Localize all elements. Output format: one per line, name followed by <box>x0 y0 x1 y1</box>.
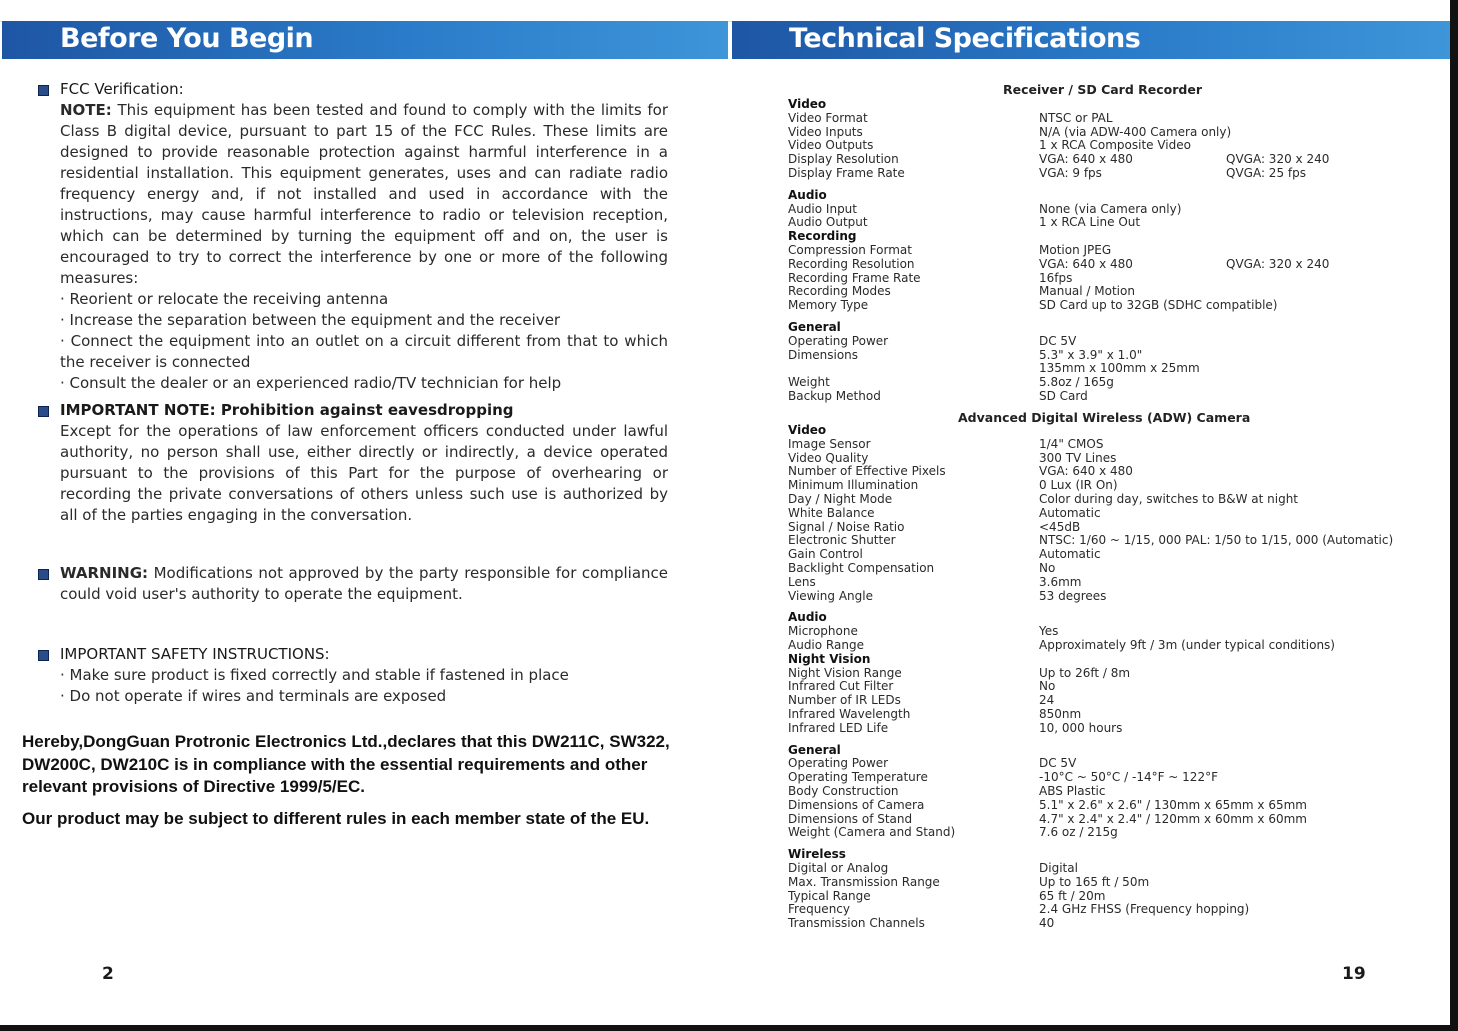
eavesdrop-section <box>38 400 668 526</box>
spec-label: Number of Effective Pixels <box>788 464 946 479</box>
spec-value: DC 5V <box>1039 756 1077 771</box>
left-page-number: 2 <box>102 964 114 984</box>
spec-category <box>788 744 1408 758</box>
spec-value: 40 <box>1039 916 1055 931</box>
spec-value: 24 <box>1039 693 1055 708</box>
fcc-heading: FCC Verification: <box>38 79 668 100</box>
spec-label: Infrared Wavelength <box>788 706 911 721</box>
spec-row <box>788 153 1408 167</box>
spec-value: 1 x RCA Line Out <box>1039 215 1141 230</box>
spec-label: Transmission Channels <box>788 916 925 931</box>
spec-value: Automatic <box>1039 547 1101 562</box>
spec-row <box>788 694 1408 708</box>
spec-category <box>788 98 1408 112</box>
spec-value: 2.4 GHz FHSS (Frequency hopping) <box>1039 902 1250 917</box>
eu-declaration: Hereby,DongGuan Protronic Electronics Ltd.,declares that this DW211C, SW322, DW200C, DW210C is in compliance with the essential requirements and other relevant provisions of Directive 1999/5/EC. <box>22 732 670 796</box>
spec-row <box>788 757 1408 771</box>
fcc-section <box>38 79 668 394</box>
spec-label: Video Quality <box>788 450 869 465</box>
spec-value: Up to 26ft / 8m <box>1039 665 1131 680</box>
spec-label: Audio <box>788 610 827 625</box>
spec-label: Recording Resolution <box>788 256 915 271</box>
spec-row <box>788 562 1408 576</box>
spec-value: 5.3" x 3.9" x 1.0" <box>1039 347 1143 362</box>
safety-item: · Make sure product is fixed correctly and stable if fastened in place <box>60 666 569 684</box>
spec-row <box>788 625 1408 639</box>
right-header-bar <box>732 21 1450 59</box>
spec-row <box>788 862 1408 876</box>
receiver-heading: Receiver / SD Card Recorder <box>1003 82 1202 97</box>
spec-row <box>788 521 1408 535</box>
spec-value: 1/4" CMOS <box>1039 436 1104 451</box>
spec-label: Video Inputs <box>788 124 863 139</box>
spec-category <box>788 189 1408 203</box>
spec-row <box>788 813 1408 827</box>
spec-row <box>788 285 1408 299</box>
spec-label: Weight <box>788 375 830 390</box>
spec-label: Number of IR LEDs <box>788 693 901 708</box>
spec-value: 5.1" x 2.6" x 2.6" / 130mm x 65mm x 65mm <box>1039 797 1307 812</box>
spec-value: Approximately 9ft / 3m (under typical conditions) <box>1039 637 1335 652</box>
spec-label: Viewing Angle <box>788 588 873 603</box>
spec-label: Day / Night Mode <box>788 491 893 506</box>
spec-label: Dimensions <box>788 347 859 362</box>
spec-value: 4.7" x 2.4" x 2.4" / 120mm x 60mm x 60mm <box>1039 811 1307 826</box>
spec-value: VGA: 9 fps <box>1039 165 1102 180</box>
spec-row <box>788 272 1408 286</box>
spec-category <box>788 424 1408 438</box>
right-page-number: 19 <box>1342 964 1366 984</box>
spec-label: Audio Range <box>788 637 864 652</box>
note-label: NOTE: <box>60 101 112 119</box>
spec-label: Recording Modes <box>788 284 891 299</box>
spec-label: Operating Temperature <box>788 770 928 785</box>
spec-row <box>788 258 1408 272</box>
spec-label: Wireless <box>788 847 846 862</box>
spec-label: Typical Range <box>788 888 871 903</box>
receiver-spec-table <box>788 98 1408 404</box>
spec-value-alt: QVGA: 25 fps <box>1226 165 1306 180</box>
spec-label: General <box>788 319 841 334</box>
spec-value: No <box>1039 679 1056 694</box>
spec-row <box>788 799 1408 813</box>
spec-label: Video Format <box>788 110 868 125</box>
spec-label: Body Construction <box>788 783 899 798</box>
spec-label: Frequency <box>788 902 850 917</box>
spec-value: 53 degrees <box>1039 588 1107 603</box>
page-right-border <box>1450 0 1458 1031</box>
spec-row <box>788 639 1408 653</box>
page-bottom-border <box>0 1025 1458 1031</box>
spec-label: Lens <box>788 574 816 589</box>
spec-row <box>788 376 1408 390</box>
spec-row <box>788 216 1408 230</box>
spec-label: White Balance <box>788 505 875 520</box>
spec-label: Dimensions of Camera <box>788 797 925 812</box>
spec-category <box>788 848 1408 862</box>
row-gap <box>788 313 1408 321</box>
spec-label: Memory Type <box>788 298 869 313</box>
spec-label: Display Resolution <box>788 152 899 167</box>
square-bullet-icon <box>38 85 49 96</box>
spec-label: Infrared LED Life <box>788 720 889 735</box>
spec-label: Signal / Noise Ratio <box>788 519 905 534</box>
spec-row <box>788 438 1408 452</box>
spec-value-alt: QVGA: 320 x 240 <box>1226 256 1330 271</box>
spec-value: VGA: 640 x 480 <box>1039 256 1133 271</box>
spec-label: Recording <box>788 229 857 244</box>
spec-category <box>788 230 1408 244</box>
spec-value: ABS Plastic <box>1039 783 1106 798</box>
spec-row <box>788 349 1408 363</box>
square-bullet-icon <box>38 406 49 417</box>
spec-label: Video Outputs <box>788 138 874 153</box>
spec-label: Backup Method <box>788 388 881 403</box>
spec-row <box>788 126 1408 140</box>
safety-item: · Do not operate if wires and terminals are exposed <box>60 687 447 705</box>
warning-label: WARNING: <box>60 564 149 582</box>
page-top-margin <box>0 0 1458 22</box>
spec-value: Digital <box>1039 860 1078 875</box>
row-gap <box>788 840 1408 848</box>
spec-row <box>788 390 1408 404</box>
spec-value: N/A (via ADW-400 Camera only) <box>1039 124 1232 139</box>
spec-row <box>788 548 1408 562</box>
spec-label: Image Sensor <box>788 436 871 451</box>
camera-spec-table <box>788 424 1408 931</box>
eavesdrop-text: Except for the operations of law enforcement officers conducted under lawful authority, no person shall use, either directly or indirectly, a device operated pursuant to the provisions of this Part for the purpose of overhearing or recording the private conversations of others unless such use is authorized by all of the parties engaging in the conversation. <box>60 422 668 524</box>
spec-category <box>788 653 1408 667</box>
spec-value: 135mm x 100mm x 25mm <box>1039 361 1200 376</box>
spec-label: Minimum Illumination <box>788 478 919 493</box>
spec-row <box>788 903 1408 917</box>
spec-row <box>788 576 1408 590</box>
spec-row <box>788 167 1408 181</box>
spec-row <box>788 465 1408 479</box>
left-header-bar <box>2 21 728 59</box>
spec-row <box>788 722 1408 736</box>
spec-value: 16fps <box>1039 270 1073 285</box>
spec-value: 7.6 oz / 215g <box>1039 825 1118 840</box>
spec-label: General <box>788 742 841 757</box>
spec-row <box>788 493 1408 507</box>
spec-category <box>788 321 1408 335</box>
spec-label: Microphone <box>788 624 858 639</box>
spec-value: 1 x RCA Composite Video <box>1039 138 1191 153</box>
spec-row <box>788 708 1408 722</box>
square-bullet-icon <box>38 650 49 661</box>
spec-row <box>788 244 1408 258</box>
spec-label: Digital or Analog <box>788 860 889 875</box>
row-gap <box>788 603 1408 611</box>
measure-item: · Reorient or relocate the receiving antenna <box>60 290 389 308</box>
spec-row <box>788 826 1408 840</box>
square-bullet-icon <box>38 569 49 580</box>
spec-value: Motion JPEG <box>1039 242 1112 257</box>
spec-row <box>788 590 1408 604</box>
eu-rules-note: Our product may be subject to different rules in each member state of the EU. <box>22 809 650 828</box>
spec-value: 0 Lux (IR On) <box>1039 478 1118 493</box>
spec-row <box>788 667 1408 681</box>
spec-value: Automatic <box>1039 505 1101 520</box>
spec-value: 10, 000 hours <box>1039 720 1123 735</box>
right-header-title: Technical Specifications <box>789 23 1141 54</box>
spec-value: Up to 165 ft / 50m <box>1039 874 1150 889</box>
spec-label: Night Vision <box>788 651 871 666</box>
row-gap <box>788 736 1408 744</box>
safety-section <box>38 644 668 707</box>
spec-row <box>788 112 1408 126</box>
measure-item: · Consult the dealer or an experienced radio/TV technician for help <box>60 374 562 392</box>
spec-row <box>788 680 1408 694</box>
spec-label: Max. Transmission Range <box>788 874 940 889</box>
spec-value: NTSC: 1/60 ~ 1/15, 000 PAL: 1/50 to 1/15, 000 (Automatic) <box>1039 533 1394 548</box>
spec-value: -10°C ~ 50°C / -14°F ~ 122°F <box>1039 770 1218 785</box>
spec-value: 300 TV Lines <box>1039 450 1117 465</box>
spec-value: SD Card up to 32GB (SDHC compatible) <box>1039 298 1278 313</box>
spec-label: Backlight Compensation <box>788 560 935 575</box>
spec-value: DC 5V <box>1039 333 1077 348</box>
spec-label: Video <box>788 97 827 111</box>
spec-value: SD Card <box>1039 388 1088 403</box>
spec-row <box>788 452 1408 466</box>
safety-list <box>38 665 668 707</box>
spec-value: None (via Camera only) <box>1039 201 1182 216</box>
spec-row <box>788 203 1408 217</box>
spec-value: Yes <box>1039 624 1059 639</box>
fcc-note <box>38 100 668 394</box>
spec-label: Audio Input <box>788 201 857 216</box>
eavesdrop-heading: IMPORTANT NOTE: Prohibition against eavesdropping <box>38 400 668 421</box>
spec-label: Gain Control <box>788 547 863 562</box>
safety-heading: IMPORTANT SAFETY INSTRUCTIONS: <box>38 644 668 665</box>
spec-label: Dimensions of Stand <box>788 811 913 826</box>
spec-row <box>788 299 1408 313</box>
spec-value: 65 ft / 20m <box>1039 888 1106 903</box>
spec-label: Video <box>788 423 827 437</box>
spec-value: <45dB <box>1039 519 1081 534</box>
spec-label: Weight (Camera and Stand) <box>788 825 956 840</box>
spec-row <box>788 917 1408 931</box>
spec-label: Operating Power <box>788 756 889 771</box>
spec-row <box>788 507 1408 521</box>
spec-row <box>788 335 1408 349</box>
spec-row <box>788 771 1408 785</box>
measure-item: · Increase the separation between the equipment and the receiver <box>60 311 561 329</box>
spec-label: Audio <box>788 187 827 202</box>
spec-row <box>788 362 1408 376</box>
spec-row <box>788 890 1408 904</box>
spec-label: Display Frame Rate <box>788 165 905 180</box>
spec-value: Manual / Motion <box>1039 284 1135 299</box>
warning-section <box>38 563 668 605</box>
spec-label: Electronic Shutter <box>788 533 896 548</box>
warning-text: WARNING: Modifications not approved by the party responsible for compliance could void user's authority to operate the equipment. <box>38 563 668 605</box>
spec-label: Compression Format <box>788 242 912 257</box>
row-gap <box>788 181 1408 189</box>
note-text: This equipment has been tested and found to comply with the limits for Class B digital device, pursuant to part 15 of the FCC Rules. These limits are designed to provide reasonable protection against harmful interference in a residential installation. This equipment generates, uses and can radiate radio frequency energy and, if not installed and used in accordance with the instructions, may cause harmful interference to radio or television reception, which can be determined by turning the equipment off and on, the user is encouraged to try to correct the interference by one or more of the following measures: <box>60 101 668 287</box>
spec-label: Recording Frame Rate <box>788 270 921 285</box>
spec-value: VGA: 640 x 480 <box>1039 464 1133 479</box>
spec-value: 850nm <box>1039 706 1082 721</box>
camera-heading: Advanced Digital Wireless (ADW) Camera <box>958 410 1251 425</box>
spec-label: Operating Power <box>788 333 889 348</box>
spec-row <box>788 479 1408 493</box>
left-header-title: Before You Begin <box>60 23 314 54</box>
spec-value: VGA: 640 x 480 <box>1039 152 1133 167</box>
measure-item: · Connect the equipment into an outlet on a circuit different from that to which the receiver is connected <box>60 332 668 371</box>
spec-row <box>788 139 1408 153</box>
spec-value-alt: QVGA: 320 x 240 <box>1226 152 1330 167</box>
spec-category <box>788 611 1408 625</box>
spec-row <box>788 876 1408 890</box>
spec-label: Infrared Cut Filter <box>788 679 894 694</box>
spec-value: NTSC or PAL <box>1039 110 1113 125</box>
spec-value: Color during day, switches to B&W at night <box>1039 491 1299 506</box>
spec-value: 5.8oz / 165g <box>1039 375 1114 390</box>
spec-row <box>788 785 1408 799</box>
spec-value: 3.6mm <box>1039 574 1082 589</box>
spec-label: Night Vision Range <box>788 665 902 680</box>
spec-row <box>788 534 1408 548</box>
spec-value: No <box>1039 560 1056 575</box>
spec-label: Audio Output <box>788 215 868 230</box>
